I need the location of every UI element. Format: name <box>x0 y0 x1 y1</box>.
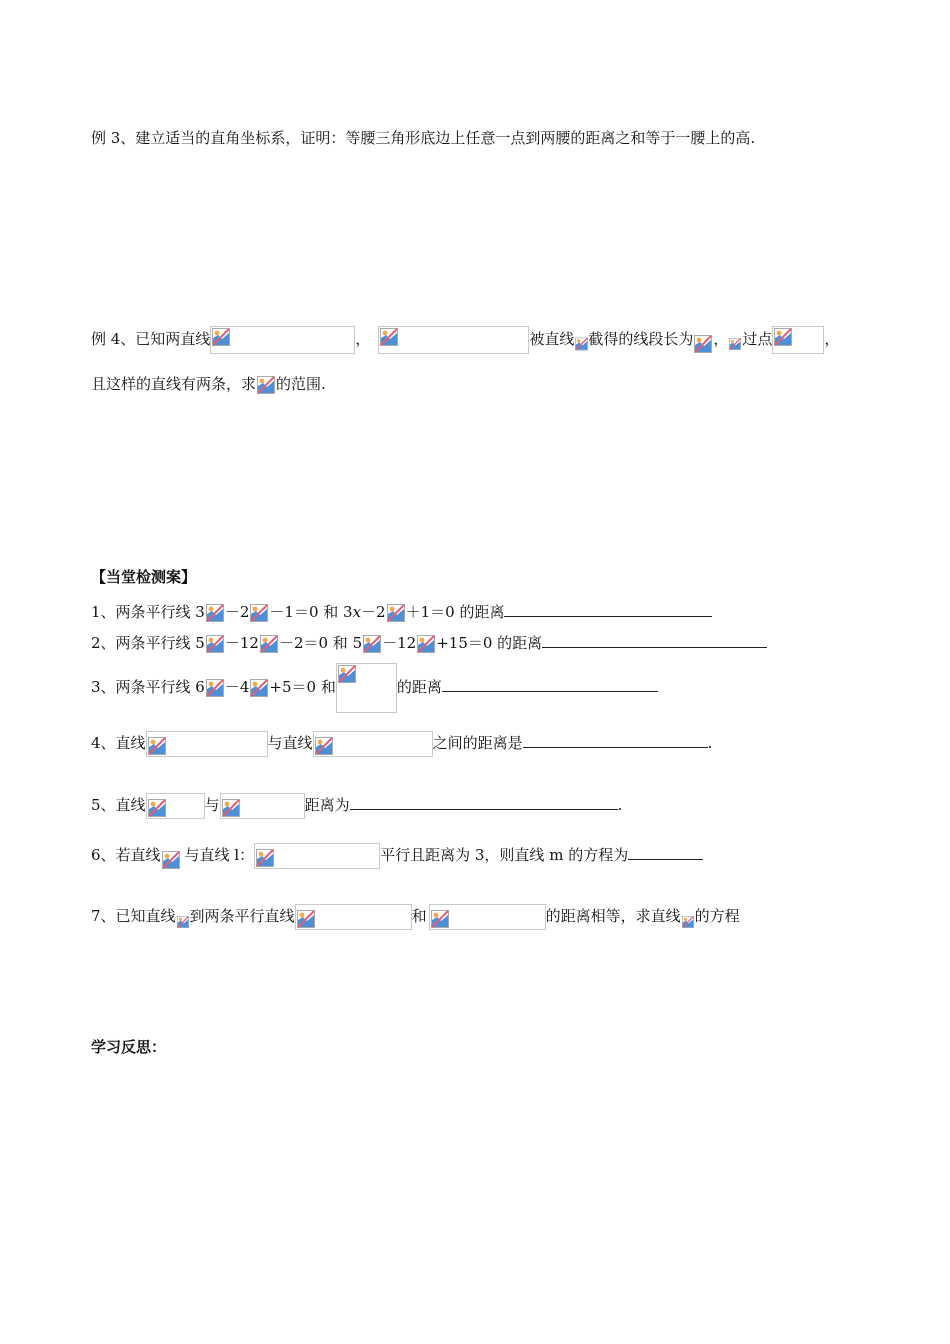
formula-image <box>254 843 380 869</box>
answer-blank[interactable] <box>628 845 703 860</box>
question-text: 3、两条平行线 6 <box>91 678 205 696</box>
formula-image <box>259 634 279 654</box>
question-6 <box>91 837 703 873</box>
example-4-text: 过点 <box>742 330 773 348</box>
broken-image-icon <box>682 913 694 931</box>
broken-image-icon <box>206 635 224 653</box>
broken-image-icon <box>575 335 588 353</box>
broken-image-icon <box>260 635 278 653</box>
broken-image-icon <box>206 604 224 622</box>
question-text: 的距离 <box>396 678 442 696</box>
example-4-line-2 <box>91 373 326 395</box>
formula-image <box>176 902 190 932</box>
formula-image <box>205 603 225 623</box>
broken-image-icon <box>338 665 356 683</box>
formula-image <box>772 326 824 354</box>
answer-blank[interactable] <box>523 733 708 748</box>
question-text: －1＝0 和 3 <box>269 603 353 621</box>
formula-image <box>249 678 269 698</box>
broken-image-icon <box>177 913 189 931</box>
question-text: －4 <box>224 678 250 696</box>
question-text: ＋1＝0 的距离 <box>405 603 505 621</box>
question-7 <box>91 898 740 934</box>
broken-image-icon <box>380 328 398 346</box>
formula-image <box>295 904 412 930</box>
broken-image-icon <box>206 679 224 697</box>
formula-image <box>574 326 588 354</box>
broken-image-icon <box>148 737 166 755</box>
example-4-text: 被直线 <box>529 330 575 348</box>
example-4-text: 的范围. <box>276 375 326 393</box>
question-text: 2、两条平行线 5 <box>91 634 205 652</box>
question-text: 与直线 l： <box>184 846 255 864</box>
example-4-text: 截得的线段长为 <box>588 330 694 348</box>
broken-image-icon <box>694 335 712 353</box>
example-4-text: ， <box>824 330 840 348</box>
formula-image <box>378 326 529 354</box>
answer-blank[interactable] <box>350 795 618 810</box>
formula-image <box>693 326 713 354</box>
formula-image <box>728 326 742 354</box>
question-text: . <box>707 734 713 752</box>
example-4-text: ， <box>355 330 371 348</box>
question-text: －2 <box>224 603 250 621</box>
question-text: 的距离相等，求直线 <box>545 907 681 925</box>
question-text: 7、已知直线 <box>91 907 176 925</box>
broken-image-icon <box>431 910 449 928</box>
broken-image-icon <box>212 328 230 346</box>
question-text: 6、若直线 <box>91 846 161 864</box>
question-text: +5＝0 和 <box>269 678 336 696</box>
broken-image-icon <box>363 635 381 653</box>
question-text: －2 <box>361 603 386 621</box>
formula-image <box>220 793 305 819</box>
question-text: －12 <box>224 634 259 652</box>
formula-image <box>429 904 546 930</box>
answer-blank[interactable] <box>504 602 712 617</box>
question-text: 与 <box>204 796 220 814</box>
formula-image <box>416 634 436 654</box>
broken-image-icon <box>162 851 180 869</box>
formula-image <box>313 731 433 757</box>
broken-image-icon <box>257 376 275 394</box>
formula-image <box>681 902 695 932</box>
question-text: 的方程 <box>694 907 740 925</box>
section-title: 【当堂检测案】 <box>91 568 197 586</box>
broken-image-icon <box>387 604 405 622</box>
broken-image-icon <box>297 910 315 928</box>
reflection-title: 学习反思： <box>91 1038 167 1056</box>
question-text: 到两条平行直线 <box>189 907 295 925</box>
answer-blank[interactable] <box>542 633 767 648</box>
question-text: 和 <box>411 907 427 925</box>
question-text: 5、直线 <box>91 796 146 814</box>
broken-image-icon <box>256 849 274 867</box>
formula-image <box>210 326 355 354</box>
broken-image-icon <box>774 328 792 346</box>
broken-image-icon <box>148 799 166 817</box>
question-text: 之间的距离是 <box>432 734 523 752</box>
formula-image <box>336 663 397 713</box>
formula-image <box>249 603 269 623</box>
broken-image-icon <box>315 737 333 755</box>
broken-image-icon <box>417 635 435 653</box>
question-text: 1、两条平行线 3 <box>91 603 205 621</box>
question-text: 平行且距离为 3，则直线 m 的方程为 <box>380 846 629 864</box>
formula-image <box>256 375 276 395</box>
example-4-text: 例 4、已知两直线 <box>91 330 211 348</box>
example-4-text: ， <box>713 330 729 348</box>
question-text: 与直线 <box>267 734 313 752</box>
question-text: . <box>617 796 623 814</box>
question-text: 4、直线 <box>91 734 146 752</box>
example-4-line-1 <box>91 326 839 354</box>
formula-image <box>386 603 406 623</box>
example-4-text: 且这样的直线有两条，求 <box>91 375 257 393</box>
formula-image <box>362 634 382 654</box>
answer-blank[interactable] <box>442 677 658 692</box>
question-text: 距离为 <box>304 796 350 814</box>
question-text: －12 <box>382 634 417 652</box>
question-text: －2＝0 和 5 <box>278 634 363 652</box>
example-3-text: 例 3、建立适当的直角坐标系，证明：等腰三角形底边上任意一点到两腰的距离之和等于一腰上的高. <box>91 129 756 147</box>
question-text: +15＝0 的距离 <box>436 634 543 652</box>
broken-image-icon <box>222 799 240 817</box>
question-1 <box>91 601 712 623</box>
formula-image <box>146 731 268 757</box>
broken-image-icon <box>250 604 268 622</box>
question-4 <box>91 726 712 760</box>
variable-x: x <box>352 603 362 621</box>
formula-image <box>146 793 205 819</box>
broken-image-icon <box>250 679 268 697</box>
formula-image <box>161 842 185 870</box>
question-3 <box>91 662 658 713</box>
broken-image-icon <box>729 335 741 353</box>
question-2 <box>91 632 767 654</box>
formula-image <box>205 678 225 698</box>
formula-image <box>205 634 225 654</box>
question-5 <box>91 790 622 820</box>
